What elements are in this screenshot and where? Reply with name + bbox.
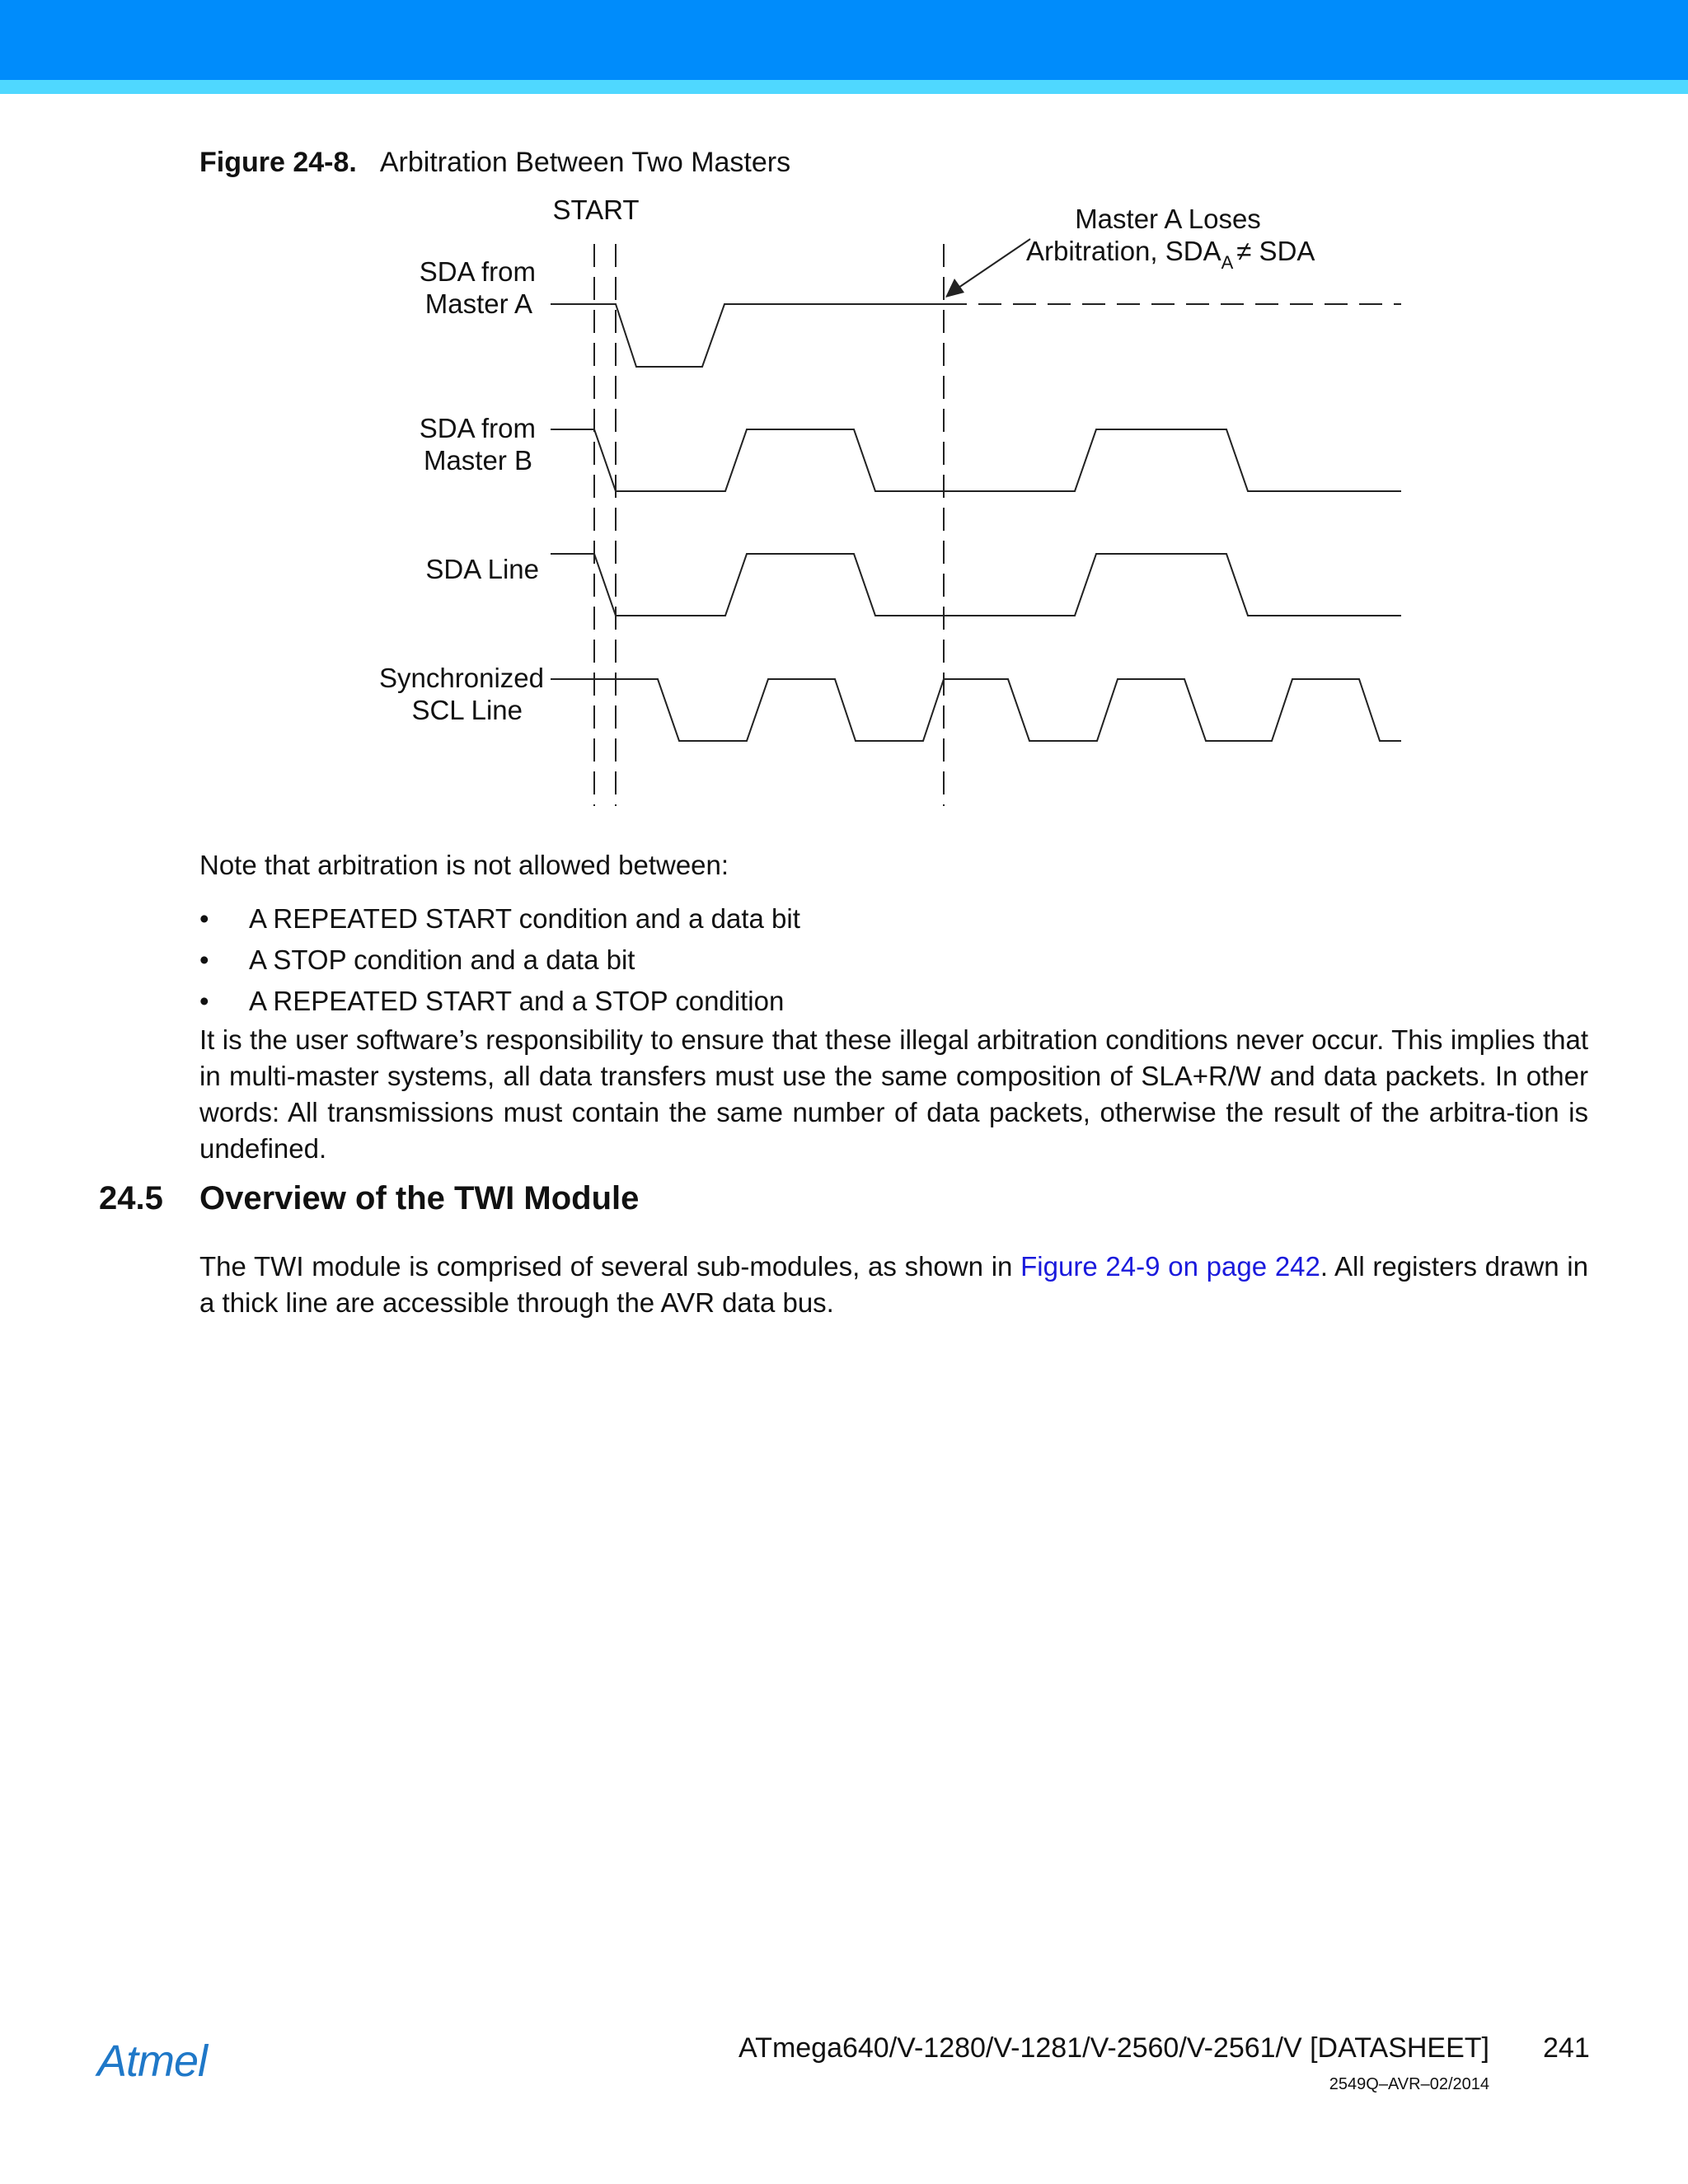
arbitration-condition-label (1026, 236, 1315, 273)
bullet-item (199, 940, 800, 981)
signal-label-sda-line: SDA Line (425, 554, 539, 584)
bullet-text: A STOP condition and a data bit (249, 944, 635, 975)
figure-label: Figure 24-8. (199, 147, 357, 178)
bullet-item (199, 898, 800, 940)
arbitration-arrowhead (945, 279, 964, 298)
signal-label-sda-master-b-line2: Master B (423, 445, 532, 476)
paragraph-twi-text-before: The TWI module is comprised of several sub-modules, as shown in (199, 1251, 1021, 1282)
arbitration-neq-text: ≠ SDA (1236, 236, 1315, 266)
bullet-dot: • (199, 903, 209, 934)
start-label: START (552, 194, 640, 225)
paragraph-twi-text-after: . All registers drawn in a thick line are accessible through the AVR data bus. (199, 1251, 1588, 1318)
arbitration-timing-diagram (0, 0, 1688, 824)
waveform-sda-master-b (551, 429, 1401, 491)
paragraph-twi-overview (199, 1249, 1588, 1321)
arbitration-arrow (956, 239, 1030, 289)
waveform-sda-line (551, 554, 1401, 616)
bullet-dot: • (199, 944, 209, 975)
signal-label-sda-master-a-line1: SDA from (419, 256, 536, 287)
paragraph-arbitration: It is the user software’s responsibility to ensure that these illegal arbitration conditions never occur. This implies that in multi-master systems, all data transfers must use the same composition of SLA+R/W and data packets. In other words: All transmissions must contain the same number of data packets, otherwise the result of the arbitra-tion is undefined. (199, 1024, 1588, 1164)
bullet-item (199, 981, 800, 1022)
section-title: Overview of the TWI Module (199, 1180, 640, 1216)
bullet-dot: • (199, 986, 209, 1016)
footer-document-title: ATmega640/V-1280/V-1281/V-2560/V-2561/V [DATASHEET] (738, 2032, 1489, 2064)
bullet-text: A REPEATED START and a STOP condition (249, 986, 785, 1016)
bullet-list (199, 898, 800, 1022)
page-number: 241 (1543, 2032, 1590, 2064)
section-number: 24.5 (99, 1180, 163, 1216)
section-heading (99, 1180, 639, 1217)
signal-label-sda-master-b-line1: SDA from (419, 413, 536, 443)
signal-label-scl-line2: SCL Line (411, 695, 523, 725)
waveform-scl-line (551, 679, 1401, 741)
footer-document-id: 2549Q–AVR–02/2014 (1329, 2075, 1489, 2093)
signal-label-sda-master-a-line2: Master A (424, 288, 532, 319)
arbitration-sda-text: Arbitration, SDA (1026, 236, 1221, 266)
signal-label-scl-line1: Synchronized (379, 663, 544, 693)
figure-24-9-link[interactable]: Figure 24-9 on page 242 (1020, 1251, 1320, 1282)
figure-title: Arbitration Between Two Masters (379, 147, 791, 178)
atmel-logo: Atmel (97, 2036, 208, 2086)
master-a-loses-label: Master A Loses (1075, 204, 1261, 234)
note-text: Note that arbitration is not allowed between: (199, 850, 729, 880)
arbitration-sda-subscript: A (1221, 252, 1234, 273)
bullet-text: A REPEATED START condition and a data bit (249, 903, 800, 934)
waveform-sda-master-a (551, 304, 944, 367)
